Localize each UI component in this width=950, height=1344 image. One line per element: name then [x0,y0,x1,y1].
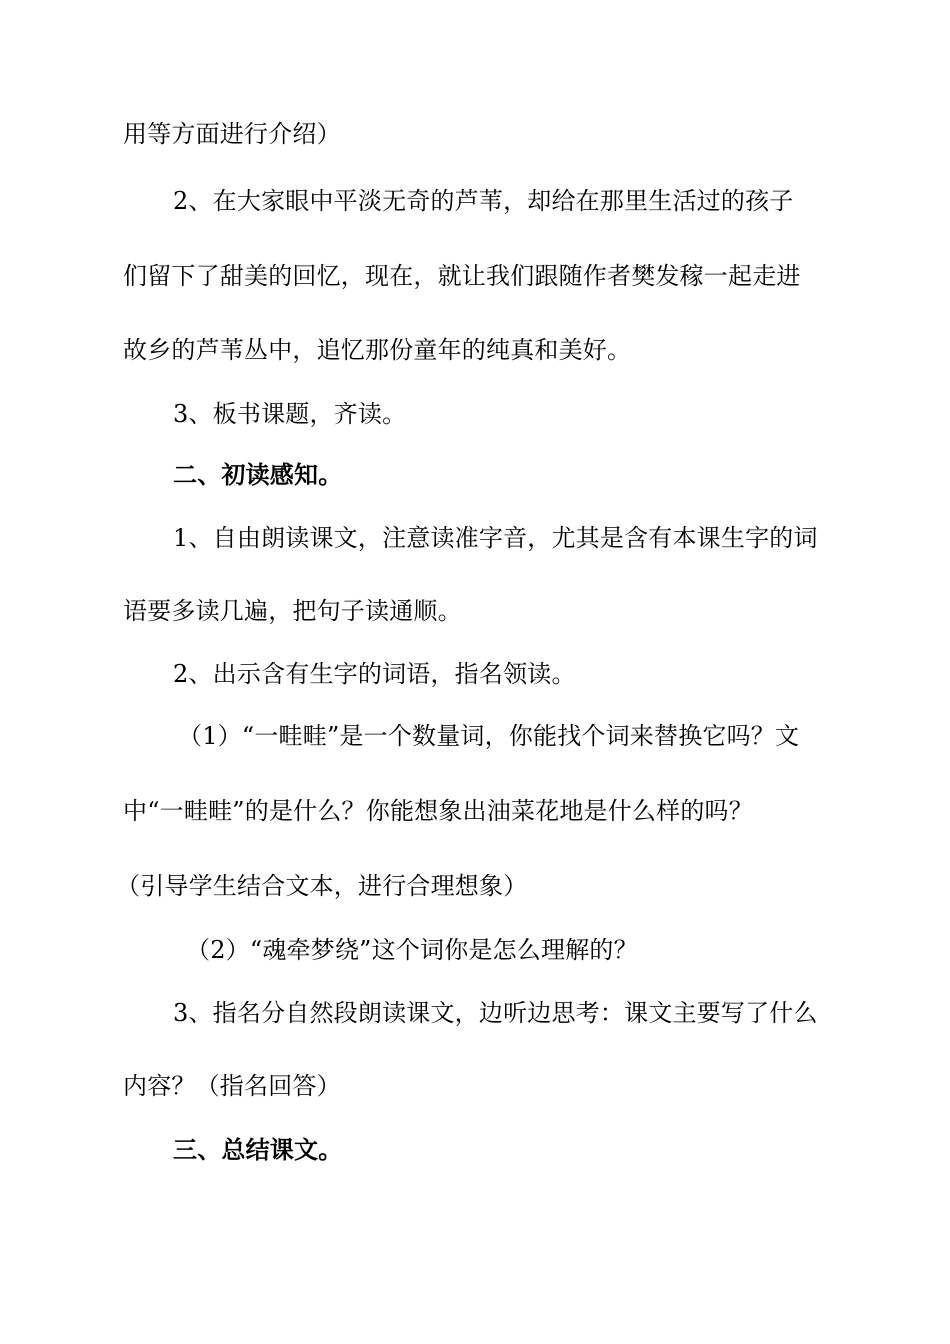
text-line: 2、在大家眼中平淡无奇的芦苇，却给在那里生活过的孩子 [173,187,794,215]
text-line: （引导学生结合文本，进行合理想象） [116,872,528,900]
text-line: 内容？（指名回答） [123,1072,341,1100]
text-line: 故乡的芦苇丛中，追忆那份童年的纯真和美好。 [123,336,632,364]
text-line: （2）“魂牵梦绕”这个词你是怎么理解的？ [186,936,638,964]
text-line: 2、出示含有生字的词语，指名领读。 [173,660,576,688]
text-line: （1）“一畦畦”是一个数量词，你能找个词来替换它吗？文 [178,722,800,750]
text-line: 3、指名分自然段朗读课文，边听边思考：课文主要写了什么 [173,999,818,1027]
section-heading: 三、总结课文。 [173,1135,343,1164]
text-line: 3、板书课题，齐读。 [173,400,407,428]
section-heading: 二、初读感知。 [173,460,343,489]
text-line: 中“一畦畦”的是什么？你能想象出油菜花地是什么样的吗？ [123,797,753,825]
text-line: 语要多读几遍，把句子读通顺。 [123,597,462,625]
text-line: 用等方面进行介绍） [123,120,341,148]
text-line: 们留下了甜美的回忆，现在，就让我们跟随作者樊发稼一起走进 [123,262,801,290]
text-line: 1、自由朗读课文，注意读准字音，尤其是含有本课生字的词 [173,524,818,552]
